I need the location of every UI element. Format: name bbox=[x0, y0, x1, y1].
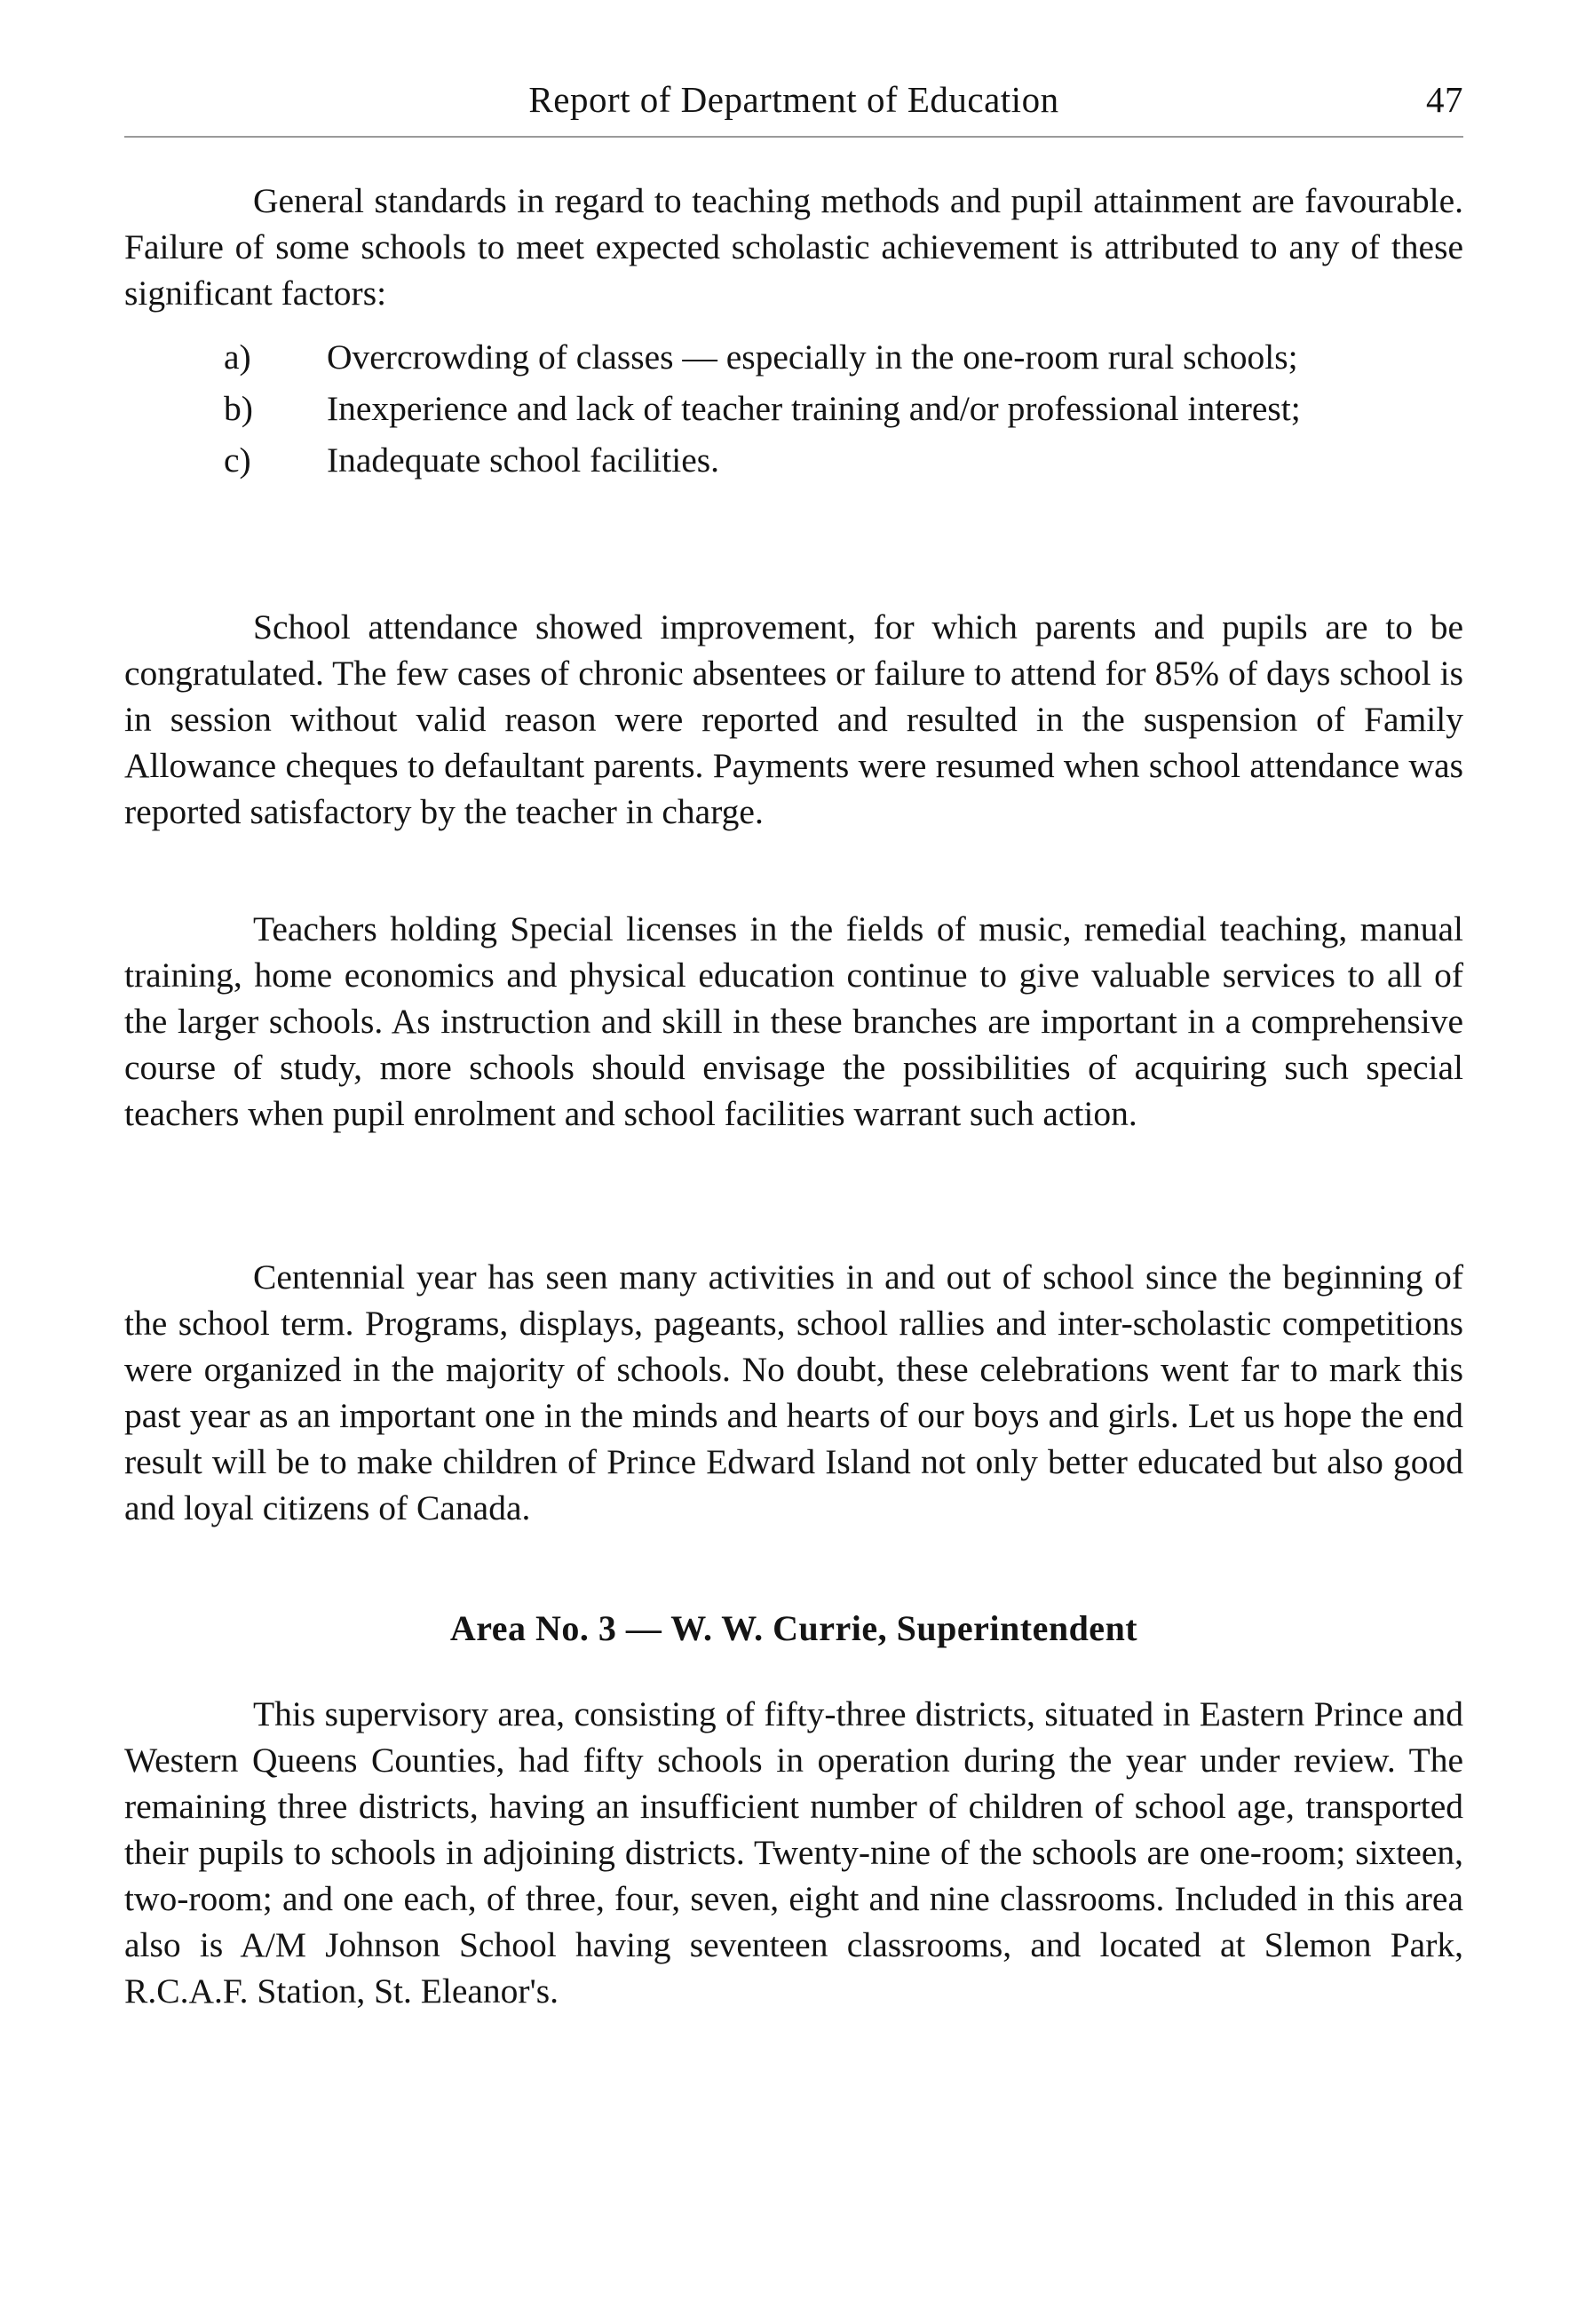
running-header bbox=[124, 78, 1463, 128]
paragraph-text: Centennial year has seen many activities in and out of school since the beginning of the school term. Programs, displays, pageants, school rallies and inter-scholastic competitions were organized in the majority of schools. No doubt, these celebrations went far to mark this past year as an important one in the minds and hearts of our boys and girls. Let us hope the end result will be to make children of Prince Edward Island not only better educated but also good and loyal citizens of Canada. bbox=[124, 1257, 1463, 1527]
paragraph-text: This supervisory area, consisting of fifty-three districts, situated in Eastern Prince and Western Queens Counties, had fifty schools in operation during the year under review. The remaining three districts, having an insufficient number of children of school age, transported their pupils to schools in adjoining districts. Twenty-nine of the schools are one-room; sixteen, two-room; and one each, of three, four, seven, eight and nine classrooms. Included in this area also is A/M Johnson School having seventeen classrooms, and located at Slemon Park, R.C.A.F. Station, St. Eleanor's. bbox=[124, 1694, 1463, 2011]
paragraph-text: General standards in regard to teaching methods and pupil attainment are favourable. Failure of some schools to meet expected scholastic achievement is attributed to any of these significant factors: bbox=[124, 181, 1463, 313]
page-number: 47 bbox=[1426, 79, 1463, 120]
section-heading: Area No. 3 — W. W. Currie, Superintendent bbox=[449, 1608, 1138, 1648]
paragraph-centennial bbox=[124, 1254, 1463, 1531]
paragraph-standards bbox=[124, 178, 1463, 316]
paragraph-special-teachers bbox=[124, 906, 1463, 1137]
list-item-text: Inadequate school facilities. bbox=[327, 440, 720, 480]
list-marker: b) bbox=[224, 389, 253, 428]
list-item-text: Overcrowding of classes — especially in the one-room rural schools; bbox=[327, 337, 1298, 377]
list-item bbox=[224, 437, 1463, 483]
list-marker: c) bbox=[224, 440, 251, 480]
header-rule bbox=[124, 136, 1463, 138]
list-item-text: Inexperience and lack of teacher training and/or professional interest; bbox=[327, 389, 1301, 428]
paragraph-attendance bbox=[124, 604, 1463, 835]
paragraph-text: Teachers holding Special licenses in the fields of music, remedial teaching, manual training, home economics and physical education continue to give valuable services to all of the larger schools. As instruction and skill in these branches are important in a comprehensive course of study, more schools should envisage the possibilities of acquiring such special teachers when pupil enrolment and school facilities warrant such action. bbox=[124, 909, 1463, 1133]
paragraph-area-three bbox=[124, 1691, 1463, 2014]
list-item bbox=[224, 334, 1463, 380]
list-item bbox=[224, 385, 1463, 432]
paragraph-text: School attendance showed improvement, for which parents and pupils are to be congratulated. The few cases of chronic absentees or failure to attend for 85% of days school is in session without valid reason were reported and resulted in the suspension of Family Allowance cheques to defaultant parents. Payments were resumed when school attendance was reported satisfactory by the teacher in charge. bbox=[124, 607, 1463, 831]
list-marker: a) bbox=[224, 337, 251, 377]
running-header-title: Report of Department of Education bbox=[528, 79, 1059, 120]
factors-list bbox=[224, 334, 1463, 483]
